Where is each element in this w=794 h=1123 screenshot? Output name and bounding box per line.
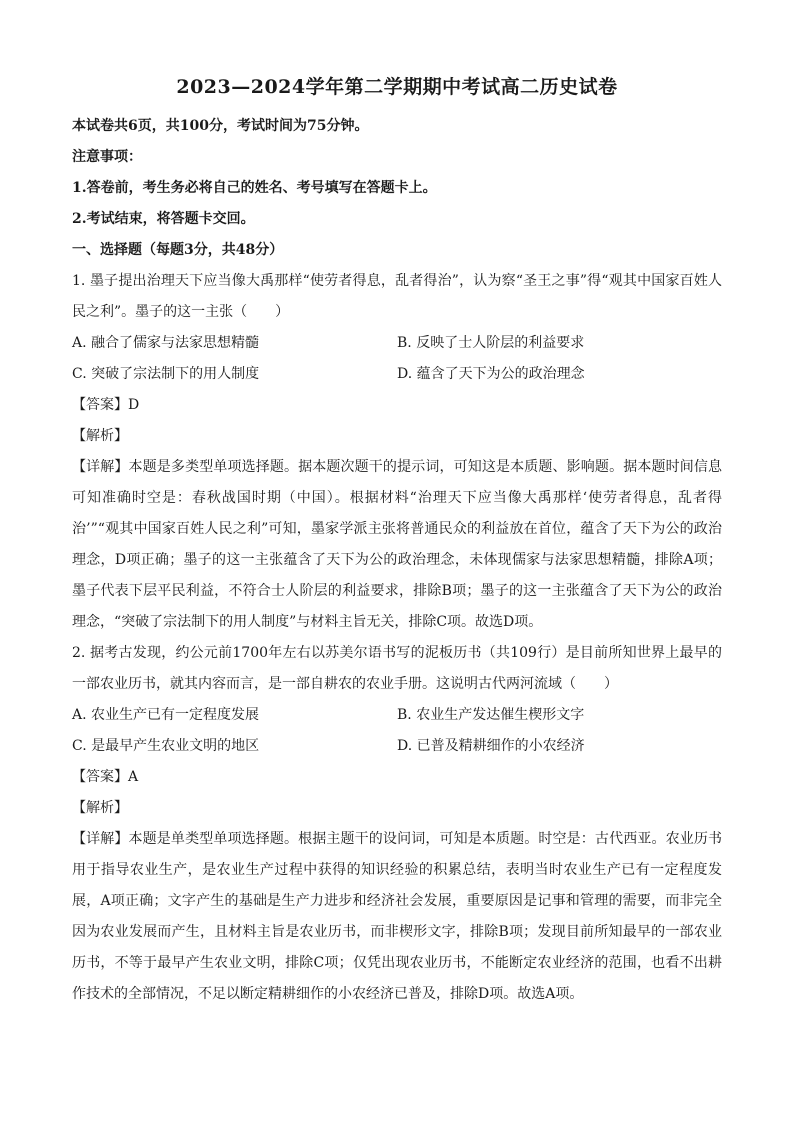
option-c: C. 突破了宗法制下的用人制度	[72, 366, 260, 382]
notes-heading: 注意事项：	[72, 149, 142, 165]
question-stem: 1. 墨子提出治理天下应当像大禹那样“使劳者得息，乱者得治”，认为察“圣王之事”得“观其中国家百姓人民之利”。墨子的这一主张（ ）	[72, 273, 722, 320]
option-d: D. 已普及精耕细作的小农经济	[397, 738, 585, 754]
detail-text: 【详解】本题是单类型单项选择题。根据主题干的设问词，可知是本质题。时空是：古代西亚。农业历书用于指导农业生产，是农业生产过程中获得的知识经验的积累总结，表明当时农业生产已有一定程度发展，A项正确；文字产生的基础是生产力进步和经济社会发展，重要原因是记事和管理的需要，而非完全因为农业发展而产生，且材料主旨是农业历书，而非楔形文字，排除B项；发现目前所知最早的一部农业历书，不等于最早产生农业文明，排除C项；仅凭出现农业历书，不能断定农业经济的范围，也看不出耕作技术的全部情况，不足以断定精耕细作的小农经济已普及，排除D项。故选A项。	[72, 831, 722, 1002]
options	[72, 700, 722, 762]
section-heading: 一、选择题（每题3分，共48分）	[72, 242, 284, 258]
option-b: B. 反映了士人阶层的利益要求	[397, 335, 585, 351]
option-a: A. 农业生产已有一定程度发展	[72, 707, 260, 723]
options	[72, 328, 722, 390]
option-b: B. 农业生产发达催生楔形文字	[397, 707, 585, 723]
question-stem: 2. 据考古发现，约公元前1700年左右以苏美尔语书写的泥板历书（共109行）是目前所知世界上最早的一部农业历书，就其内容而言，是一部自耕农的农业手册。这说明古代两河流域（ ）	[72, 645, 722, 692]
question-1	[72, 266, 722, 638]
analysis-label: 【解析】	[72, 428, 128, 444]
option-c: C. 是最早产生农业文明的地区	[72, 738, 260, 754]
question-2	[72, 638, 722, 1010]
analysis-label: 【解析】	[72, 800, 128, 816]
note-item-2: 2.考试结束，将答题卡交回。	[72, 211, 255, 227]
answer: 【答案】D	[72, 397, 140, 413]
option-a: A. 融合了儒家与法家思想精髓	[72, 335, 260, 351]
option-d: D. 蕴含了天下为公的政治理念	[397, 366, 585, 382]
page-title: 2023—2024学年第二学期期中考试高二历史试卷	[176, 76, 618, 98]
note-item-1: 1.答卷前，考生务必将自己的姓名、考号填写在答题卡上。	[72, 180, 437, 196]
exam-info: 本试卷共6页，共100分，考试时间为75分钟。	[72, 118, 369, 134]
detail-text: 【详解】本题是多类型单项选择题。据本题次题干的提示词，可知这是本质题、影响题。据本题时间信息可知准确时空是：春秋战国时期（中国）。根据材料“治理天下应当像大禹那样‘使劳者得息，乱者得治’”“观其中国家百姓人民之利”可知，墨家学派主张将普通民众的利益放在首位，蕴含了天下为公的政治理念，D项正确；墨子的这一主张蕴含了天下为公的政治理念，未体现儒家与法家思想精髓，排除A项；墨子代表下层平民利益，不符合士人阶层的利益要求，排除B项；墨子的这一主张蕴含了天下为公的政治理念，“突破了宗法制下的用人制度”与材料主旨无关，排除C项。故选D项。	[72, 459, 722, 630]
answer: 【答案】A	[72, 769, 139, 785]
